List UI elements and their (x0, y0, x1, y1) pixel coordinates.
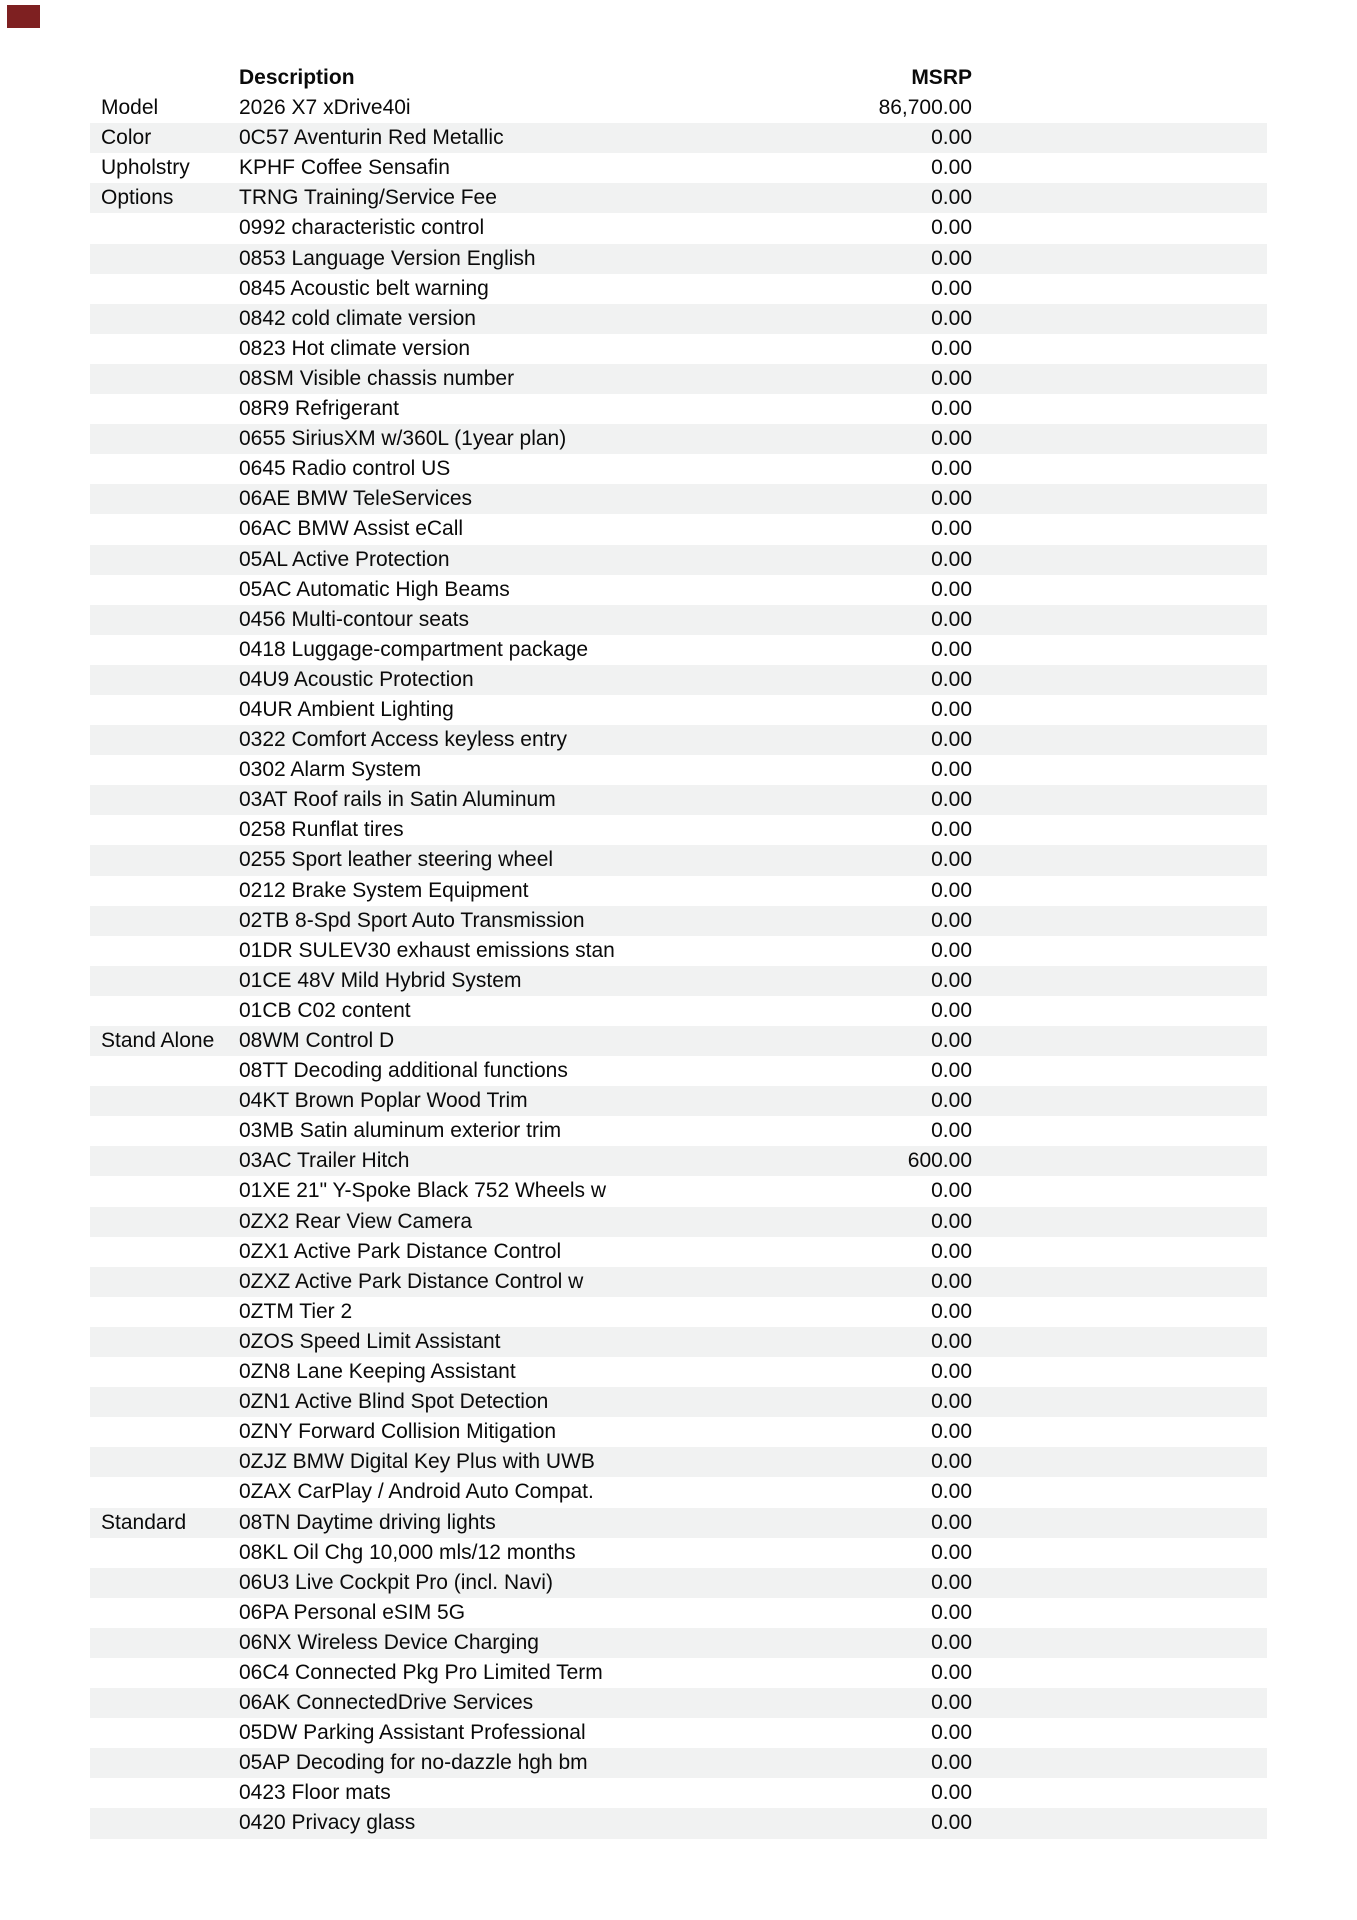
row-category (101, 1477, 239, 1507)
row-description: 02TB 8-Spd Sport Auto Transmission (239, 908, 585, 932)
row-category (101, 1748, 239, 1778)
row-description: 0255 Sport leather steering wheel (239, 848, 554, 872)
row-msrp: 0.00 (931, 1660, 972, 1684)
row-msrp: 86,700.00 (878, 96, 972, 120)
row-msrp: 0.00 (931, 667, 972, 691)
table-row (90, 1417, 1267, 1447)
row-category (101, 213, 239, 243)
row-description: 0258 Runflat tires (239, 818, 404, 842)
table-row (90, 424, 1267, 454)
row-category (101, 1327, 239, 1357)
row-msrp: 0.00 (931, 366, 972, 390)
table-row (90, 545, 1267, 575)
row-msrp: 0.00 (931, 276, 972, 300)
row-category (101, 575, 239, 605)
row-msrp: 0.00 (931, 1630, 972, 1654)
table-body (90, 93, 1267, 1838)
table-row (90, 966, 1267, 996)
table-row (90, 1176, 1267, 1206)
row-category (101, 845, 239, 875)
row-category (101, 1778, 239, 1808)
table-row (90, 213, 1267, 243)
table-row (90, 1327, 1267, 1357)
row-description: 0842 cold climate version (239, 306, 476, 330)
table-row (90, 575, 1267, 605)
table-row (90, 93, 1267, 123)
corner-mark (7, 5, 40, 28)
table-row (90, 1116, 1267, 1146)
row-description: 0420 Privacy glass (239, 1811, 416, 1835)
row-category (101, 1447, 239, 1477)
row-msrp: 0.00 (931, 126, 972, 150)
row-msrp: 0.00 (931, 758, 972, 782)
row-category (101, 966, 239, 996)
row-msrp: 0.00 (931, 1811, 972, 1835)
row-category (101, 936, 239, 966)
row-description: 0853 Language Version English (239, 246, 536, 270)
table-row (90, 936, 1267, 966)
row-msrp: 0.00 (931, 637, 972, 661)
row-category (101, 394, 239, 424)
row-category (101, 605, 239, 635)
row-category (101, 304, 239, 334)
row-category: Stand Alone (101, 1029, 215, 1052)
table-row (90, 996, 1267, 1026)
row-description: 01CB C02 content (239, 998, 411, 1022)
row-description: 0ZN8 Lane Keeping Assistant (239, 1360, 516, 1384)
row-category (101, 1357, 239, 1387)
row-msrp: 0.00 (931, 1299, 972, 1323)
row-category: Standard (101, 1510, 187, 1534)
table-row (90, 1718, 1267, 1748)
row-msrp: 0.00 (931, 1390, 972, 1414)
table-row (90, 394, 1267, 424)
row-description: 0992 characteristic control (239, 216, 485, 240)
row-description: TRNG Training/Service Fee (239, 186, 497, 210)
table-row (90, 304, 1267, 334)
row-msrp: 0.00 (931, 1119, 972, 1143)
row-description: 2026 X7 xDrive40i (239, 96, 411, 120)
row-category (101, 244, 239, 274)
table-row (90, 514, 1267, 544)
row-msrp: 0.00 (931, 1721, 972, 1745)
row-description: 08TN Daytime driving lights (239, 1510, 496, 1534)
row-description: 06AE BMW TeleServices (239, 487, 473, 511)
table-row (90, 1477, 1267, 1507)
row-msrp: 0.00 (931, 517, 972, 541)
row-category (101, 665, 239, 695)
table-row (90, 274, 1267, 304)
table-row (90, 1538, 1267, 1568)
row-msrp: 0.00 (931, 457, 972, 481)
row-description: 01XE 21" Y-Spoke Black 752 Wheels w (239, 1179, 607, 1203)
table-row (90, 1146, 1267, 1176)
row-description: 05DW Parking Assistant Professional (239, 1721, 586, 1745)
table-row (90, 605, 1267, 635)
table-row (90, 815, 1267, 845)
table-row (90, 1207, 1267, 1237)
row-category (101, 1207, 239, 1237)
row-category: Color (101, 126, 152, 150)
row-msrp: 0.00 (931, 427, 972, 451)
row-category: Model (101, 96, 159, 120)
row-msrp: 0.00 (931, 1480, 972, 1504)
row-category (101, 1387, 239, 1417)
row-category (101, 1568, 239, 1598)
row-msrp: 0.00 (931, 1329, 972, 1353)
row-description: 0823 Hot climate version (239, 336, 471, 360)
row-category (101, 785, 239, 815)
row-description: 04KT Brown Poplar Wood Trim (239, 1089, 528, 1113)
header-category-cell (101, 63, 239, 93)
table-row (90, 364, 1267, 394)
row-description: 04U9 Acoustic Protection (239, 667, 474, 691)
row-category (101, 514, 239, 544)
table-row (90, 123, 1267, 153)
row-description: 0423 Floor mats (239, 1781, 391, 1805)
row-msrp: 0.00 (931, 818, 972, 842)
table-row (90, 484, 1267, 514)
row-description: 01CE 48V Mild Hybrid System (239, 968, 522, 992)
table-row (90, 1778, 1267, 1808)
row-msrp: 0.00 (931, 1600, 972, 1624)
row-description: 08SM Visible chassis number (239, 366, 515, 390)
row-category (101, 1086, 239, 1116)
row-msrp: 0.00 (931, 1450, 972, 1474)
row-msrp: 0.00 (931, 1360, 972, 1384)
row-msrp: 0.00 (931, 1691, 972, 1715)
table-row (90, 876, 1267, 906)
row-msrp: 600.00 (907, 1149, 972, 1173)
table-row (90, 1688, 1267, 1718)
row-description: 0302 Alarm System (239, 758, 422, 782)
row-category (101, 1538, 239, 1568)
row-description: 01DR SULEV30 exhaust emissions stan (239, 938, 615, 962)
row-description: 0ZJZ BMW Digital Key Plus with UWB (239, 1450, 595, 1474)
row-msrp: 0.00 (931, 1089, 972, 1113)
row-category (101, 1718, 239, 1748)
row-description: 04UR Ambient Lighting (239, 697, 454, 721)
row-msrp: 0.00 (931, 1570, 972, 1594)
table-row (90, 1447, 1267, 1477)
row-description: 0ZXZ Active Park Distance Control w (239, 1269, 584, 1293)
row-msrp: 0.00 (931, 186, 972, 210)
row-category (101, 1658, 239, 1688)
row-msrp: 0.00 (931, 216, 972, 240)
row-description: 06C4 Connected Pkg Pro Limited Term (239, 1660, 603, 1684)
row-category (101, 1598, 239, 1628)
row-description: 0ZAX CarPlay / Android Auto Compat. (239, 1480, 594, 1504)
row-msrp: 0.00 (931, 1209, 972, 1233)
table-row (90, 755, 1267, 785)
row-category: Options (101, 186, 174, 210)
table-row (90, 1297, 1267, 1327)
row-category (101, 1237, 239, 1267)
row-msrp: 0.00 (931, 547, 972, 571)
table-row (90, 665, 1267, 695)
row-msrp: 0.00 (931, 607, 972, 631)
row-category (101, 1056, 239, 1086)
row-msrp: 0.00 (931, 878, 972, 902)
table-row (90, 1056, 1267, 1086)
table-row (90, 725, 1267, 755)
table-row (90, 635, 1267, 665)
row-msrp: 0.00 (931, 1751, 972, 1775)
table-row (90, 1387, 1267, 1417)
row-description: 08R9 Refrigerant (239, 397, 399, 421)
row-description: KPHF Coffee Sensafin (239, 156, 450, 180)
row-category (101, 635, 239, 665)
row-msrp: 0.00 (931, 397, 972, 421)
row-description: 05AC Automatic High Beams (239, 577, 510, 601)
row-msrp: 0.00 (931, 968, 972, 992)
row-description: 0322 Comfort Access keyless entry (239, 728, 567, 752)
row-description: 0212 Brake System Equipment (239, 878, 529, 902)
table-header-row (90, 63, 1267, 93)
table-row (90, 785, 1267, 815)
table-row (90, 334, 1267, 364)
row-category (101, 876, 239, 906)
row-category (101, 1267, 239, 1297)
row-msrp: 0.00 (931, 697, 972, 721)
table-row (90, 153, 1267, 183)
row-category: Upholstry (101, 156, 190, 180)
row-description: 0ZNY Forward Collision Mitigation (239, 1420, 557, 1444)
row-category (101, 484, 239, 514)
row-description: 0ZOS Speed Limit Assistant (239, 1329, 501, 1353)
table-row (90, 1748, 1267, 1778)
row-description: 0645 Radio control US (239, 457, 451, 481)
row-category (101, 695, 239, 725)
row-category (101, 1297, 239, 1327)
header-description-cell: Description (239, 66, 355, 89)
row-description: 0C57 Aventurin Red Metallic (239, 126, 504, 150)
row-msrp: 0.00 (931, 577, 972, 601)
row-category (101, 996, 239, 1026)
row-description: 03MB Satin aluminum exterior trim (239, 1119, 562, 1143)
row-category (101, 334, 239, 364)
row-description: 06U3 Live Cockpit Pro (incl. Navi) (239, 1570, 553, 1594)
row-category (101, 815, 239, 845)
row-category (101, 1808, 239, 1838)
row-category (101, 906, 239, 936)
table-row (90, 1808, 1267, 1838)
row-description: 06AK ConnectedDrive Services (239, 1691, 534, 1715)
row-msrp: 0.00 (931, 1269, 972, 1293)
row-msrp: 0.00 (931, 246, 972, 270)
row-description: 06AC BMW Assist eCall (239, 517, 464, 541)
row-msrp: 0.00 (931, 848, 972, 872)
option-price-table (90, 63, 1267, 1839)
row-category (101, 1146, 239, 1176)
row-description: 08WM Control D (239, 1029, 395, 1052)
table-row (90, 1628, 1267, 1658)
row-category (101, 424, 239, 454)
row-description: 08TT Decoding additional functions (239, 1059, 568, 1083)
row-description: 06PA Personal eSIM 5G (239, 1600, 466, 1624)
row-msrp: 0.00 (931, 998, 972, 1022)
row-category (101, 454, 239, 484)
row-msrp: 0.00 (931, 788, 972, 812)
row-description: 06NX Wireless Device Charging (239, 1630, 539, 1654)
row-msrp: 0.00 (931, 728, 972, 752)
row-category (101, 1417, 239, 1447)
table-row (90, 1568, 1267, 1598)
table-row (90, 1598, 1267, 1628)
row-msrp: 0.00 (931, 1510, 972, 1534)
row-description: 0ZN1 Active Blind Spot Detection (239, 1390, 549, 1414)
row-msrp: 0.00 (931, 1029, 972, 1052)
table-row (90, 1267, 1267, 1297)
row-category (101, 1688, 239, 1718)
row-msrp: 0.00 (931, 1059, 972, 1083)
row-description: 05AL Active Protection (239, 547, 450, 571)
row-msrp: 0.00 (931, 1420, 972, 1444)
row-description: 0ZX2 Rear View Camera (239, 1209, 473, 1233)
row-description: 0456 Multi-contour seats (239, 607, 469, 631)
table-row (90, 183, 1267, 213)
table-row (90, 244, 1267, 274)
table-row (90, 1086, 1267, 1116)
row-description: 0ZX1 Active Park Distance Control (239, 1239, 562, 1263)
row-msrp: 0.00 (931, 1179, 972, 1203)
row-description: 05AP Decoding for no-dazzle hgh bm (239, 1751, 588, 1775)
table-row (90, 906, 1267, 936)
row-category (101, 274, 239, 304)
table-row (90, 695, 1267, 725)
row-category (101, 1628, 239, 1658)
row-category (101, 755, 239, 785)
row-msrp: 0.00 (931, 1239, 972, 1263)
header-msrp-cell: MSRP (911, 66, 972, 89)
row-description: 0418 Luggage-compartment package (239, 637, 589, 661)
table-row (90, 1508, 1267, 1538)
table-row (90, 1658, 1267, 1688)
row-msrp: 0.00 (931, 156, 972, 180)
row-msrp: 0.00 (931, 306, 972, 330)
row-category (101, 364, 239, 394)
table-row (90, 1357, 1267, 1387)
row-description: 08KL Oil Chg 10,000 mls/12 months (239, 1540, 576, 1564)
row-msrp: 0.00 (931, 908, 972, 932)
table-row (90, 1026, 1267, 1056)
row-msrp: 0.00 (931, 938, 972, 962)
row-category (101, 1176, 239, 1206)
row-msrp: 0.00 (931, 1540, 972, 1564)
row-description: 03AC Trailer Hitch (239, 1149, 410, 1173)
row-description: 0845 Acoustic belt warning (239, 276, 489, 300)
table-row (90, 1237, 1267, 1267)
row-msrp: 0.00 (931, 336, 972, 360)
table-row (90, 454, 1267, 484)
row-category (101, 545, 239, 575)
row-category (101, 725, 239, 755)
row-description: 03AT Roof rails in Satin Aluminum (239, 788, 556, 812)
row-description: 0ZTM Tier 2 (239, 1299, 353, 1323)
table-row (90, 845, 1267, 875)
row-description: 0655 SiriusXM w/360L (1year plan) (239, 427, 567, 451)
row-msrp: 0.00 (931, 1781, 972, 1805)
row-category (101, 1116, 239, 1146)
row-msrp: 0.00 (931, 487, 972, 511)
